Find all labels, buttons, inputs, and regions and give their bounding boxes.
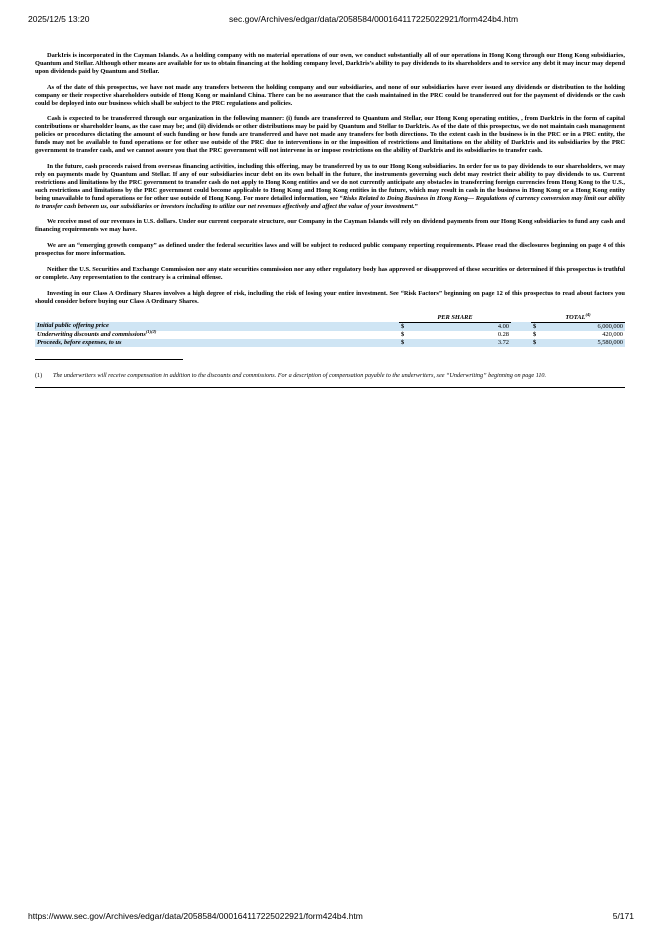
row-total: 6,000,000	[543, 322, 625, 331]
row-currency: $	[531, 322, 543, 331]
row-note: (1)(2)	[145, 328, 157, 334]
row-spacer	[511, 322, 531, 331]
para4-text-after: ”	[414, 202, 418, 210]
header-total	[531, 311, 625, 323]
section-end-divider	[35, 387, 625, 388]
row-currency: $	[399, 339, 411, 347]
row-per-share: 0.28	[411, 331, 511, 339]
row-label: Proceeds, before expenses, to us	[35, 339, 399, 347]
row-per-share: 4.00	[411, 322, 511, 331]
footnote-1	[35, 372, 625, 380]
header-total-note: (4)	[585, 311, 591, 317]
table-row-underwriting	[35, 331, 625, 339]
row-label: Initial public offering price	[35, 322, 399, 331]
paragraph-emerging-growth: We are an “emerging growth company” as defined under the federal securities laws and will be subject to reduced public company reporting requirements. Please read the disclosures beginning on page 4 of this prospectus for more information.	[35, 242, 625, 258]
row-currency: $	[399, 322, 411, 331]
offering-table-header	[35, 314, 625, 323]
prospectus-body	[35, 52, 625, 388]
row-per-share: 3.72	[411, 339, 511, 347]
print-doc-path: sec.gov/Archives/edgar/data/2058584/000164117225022921/form424b4.htm	[229, 14, 519, 24]
row-total: 420,000	[543, 331, 625, 339]
header-spacer	[511, 314, 531, 323]
print-url: https://www.sec.gov/Archives/edgar/data/2058584/000164117225022921/form424b4.htm	[28, 911, 363, 921]
header-total-label: TOTAL	[565, 313, 586, 321]
row-spacer	[511, 339, 531, 347]
para4-text-before: In the future, cash proceeds raised from overseas financing activities, including this offering, may be transferred by us to our Hong Kong subsidiaries. In order for us to pay dividends to our shareholders, we may rely on payments made by Quantum and Stellar. If any of our subsidiaries incur debt on its own behalf in the future, the instruments governing such debt may restrict their ability to pay dividends to us. Current restrictions and limitations by the PRC government to transfer cash do not apply to Hong Kong entities and we do not currently anticipate any obstacles in transferring foreign currencies from Hong Kong to the U.S., such restrictions and limitations by the PRC government could become applicable to Hong Kong and Hong Kong entities in the future, which may result in cash in the business in Hong Kong or a Hong Kong entity being unavailable to fund operations or for other use outside of Hong Kong. For more detailed information, see “	[35, 162, 625, 202]
paragraph-sec-disclaimer: Neither the U.S. Securities and Exchange Commission nor any state securities commission nor any other regulatory body has approved or disapproved of these securities or determined if this prospectus is truthful or complete. Any representation to the contrary is a criminal offense.	[35, 266, 625, 281]
footnote-text: The underwriters will receive compensation in addition to the discounts and commissions. For a description of compensation payable to the underwriters, see “Underwriting” beginning on page 110.	[53, 371, 547, 379]
row-label-cell	[35, 328, 399, 339]
row-total: 5,580,000	[543, 339, 625, 347]
footnote-marker: (1)	[35, 371, 43, 379]
row-currency: $	[531, 339, 543, 347]
print-datetime: 2025/12/5 13:20	[28, 14, 90, 24]
header-per-share: PER SHARE	[399, 314, 511, 323]
paragraph-cash-transfer: Cash is expected to be transferred through our organization in the following manner: (i) funds are transferred to Quantum and Stellar, our Hong Kong operating entities, , from DarkIris in the form of capital contributions or shareholder loans, as the case may be; and (ii) dividends or other distributions may be paid by Quantum and Stellar to DarkIris. As of the date of this prospectus, we do not maintain cash management policies or procedures dictating the amount of such funding or how funds are transferred and have not made any transfers for both directions. To the extent cash in the business is in the PRC or in a PRC entity, the funds may not be available to fund operations or for other use outside of the PRC due to interventions in or the imposition of restrictions and limitations on the ability of DarkIris and its subsidiaries by the PRC government to transfer cash, and we cannot assure you that the PRC government will not intervene in or impose restrictions on the ability of DarkIris and its subsidiaries to transfer cash.	[35, 115, 625, 155]
paragraph-future-cash-proceeds	[35, 163, 625, 210]
page-number: 5/171	[612, 911, 634, 921]
row-spacer	[511, 331, 531, 339]
row-currency: $	[399, 331, 411, 339]
paragraph-revenues-usd: We receive most of our revenues in U.S. dollars. Under our current corporate structure, our Company in the Cayman Islands will rely on dividend payments from our Hong Kong subsidiaries to fund any cash and financing requirements we may have.	[35, 218, 625, 234]
row-label: Underwriting discounts and commissions	[37, 330, 146, 338]
row-currency: $	[531, 331, 543, 339]
paragraph-holding-company: DarkIris is incorporated in the Cayman Islands. As a holding company with no material operations of our own, we conduct substantially all of our operations in Hong Kong through our Hong Kong subsidiaries, Quantum and Stellar. Although other means are available for us to obtain financing at the holding company level, DarkIris’s ability to pay dividends to its shareholders and to service any debt it may incur may depend upon dividends paid by Quantum and Stellar.	[35, 52, 625, 75]
table-row-ipo-price	[35, 322, 625, 331]
table-row-proceeds	[35, 339, 625, 347]
footnote-divider	[35, 359, 183, 360]
paragraph-risk-warning: Investing in our Class A Ordinary Shares involves a high degree of risk, including the risk of losing your entire investment. See “Risk Factors” beginning on page 12 of this prospectus to read about factors you should consider before buying our Class A Ordinary Shares.	[35, 289, 625, 305]
risk-factor-reference: Risks Related to Doing Business in Hong Kong— Regulations of currency conversion may limit our ability to transfer cash between us, our subsidiaries or investors including to utilize our net revenues effectively and affect the value of your investment.	[35, 194, 625, 210]
offering-table	[35, 311, 625, 347]
paragraph-no-transfers: As of the date of this prospectus, we have not made any transfers between the holding company and our subsidiaries, and none of our subsidiaries have ever issued any dividends or distribution to the holding company or their respective shareholders outside of Hong Kong or mainland China. There can be no assurance that the cash maintained in the PRC could be transferred out for the payment of dividends or the cash could be deployed into our business which shall be subject to the PRC regulations and policies.	[35, 83, 625, 107]
header-blank	[35, 314, 399, 323]
